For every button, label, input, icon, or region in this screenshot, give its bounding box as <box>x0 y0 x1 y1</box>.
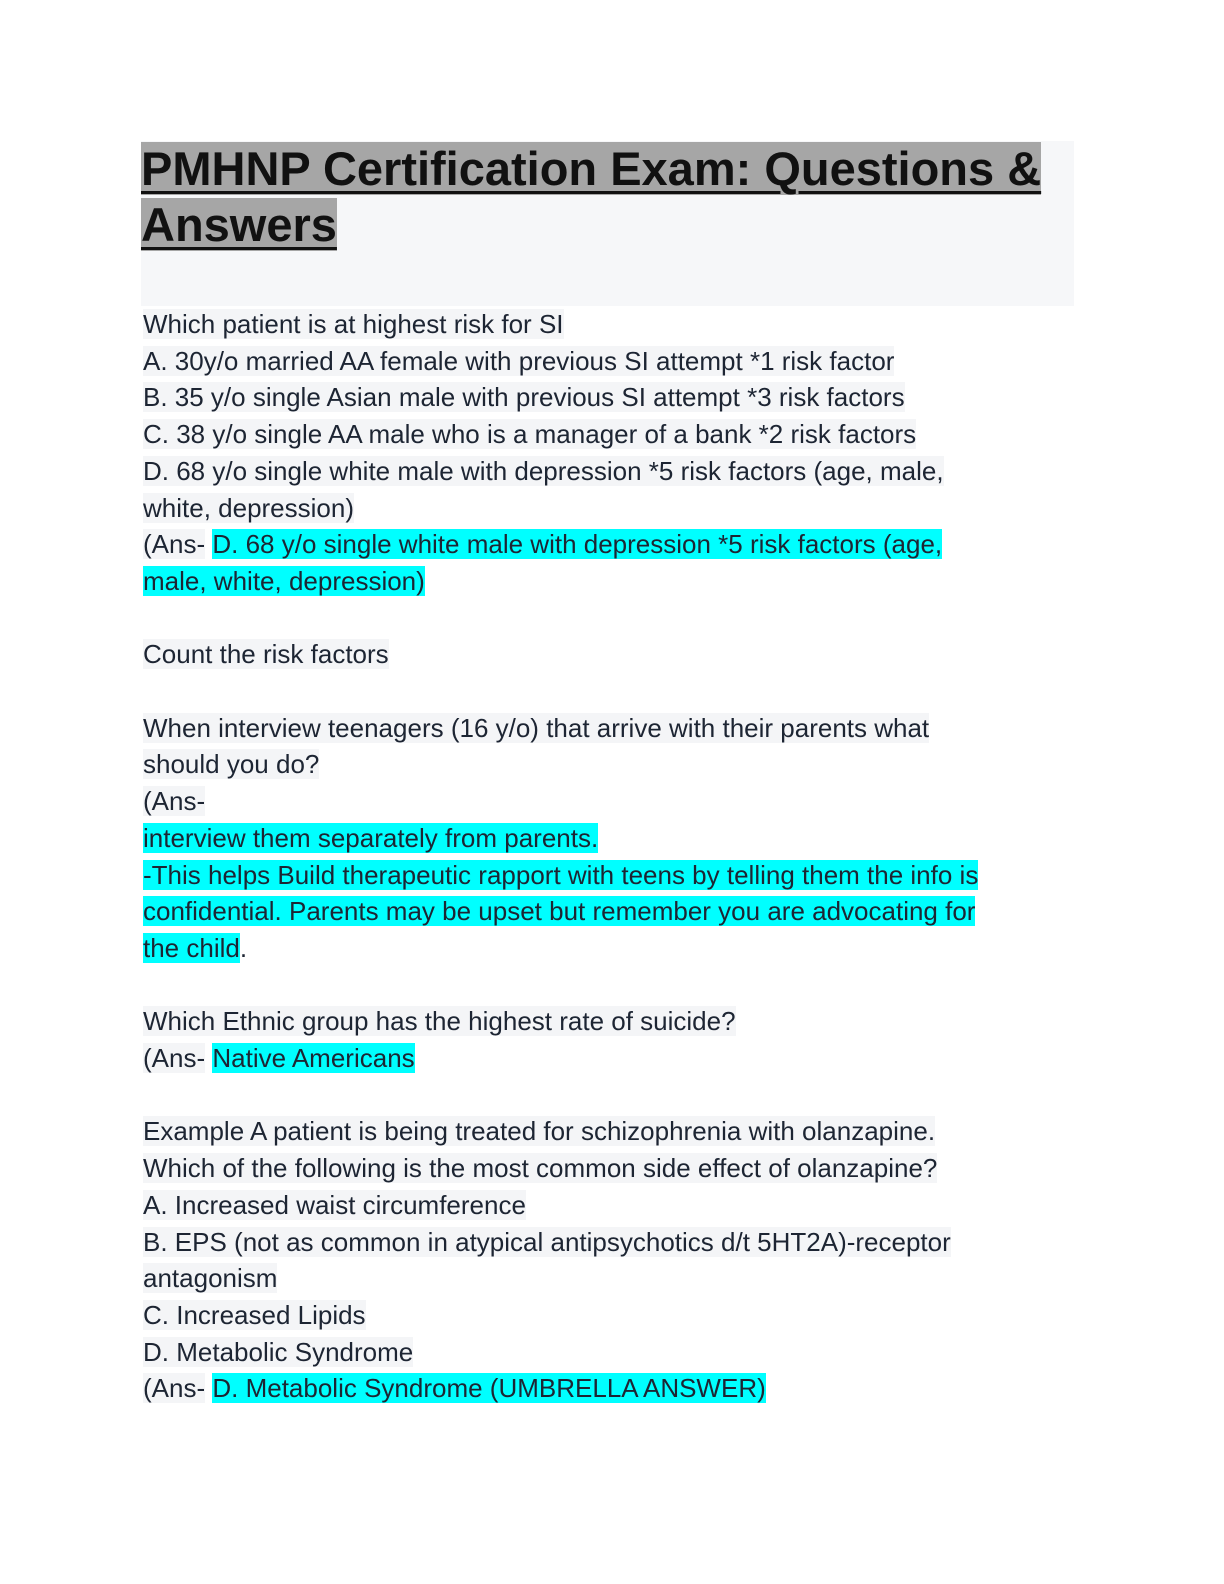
highlighted-answer: D. Metabolic Syndrome (UMBRELLA ANSWER) <box>212 1373 766 1404</box>
question-4-option-d: D. Metabolic Syndrome <box>143 1336 414 1367</box>
document-body <box>143 306 1043 1407</box>
title-line-1: PMHNP Certification Exam: Questions & <box>141 142 1042 195</box>
question-1-note: Count the risk factors <box>143 639 389 670</box>
question-2-answer-1 <box>143 820 1043 857</box>
answer-end: . <box>239 932 248 963</box>
question-4-answer <box>143 1370 1043 1407</box>
question-2: When interview teenagers (16 y/o) that arrive with their parents what <box>143 712 930 743</box>
question-1-answer-cont <box>143 563 1043 600</box>
highlighted-answer: confidential. Parents may be upset but remember you are advocating for <box>143 896 976 927</box>
answer-prefix: (Ans- <box>143 786 206 817</box>
question-4-option-c: C. Increased Lipids <box>143 1299 366 1330</box>
question-3-answer <box>143 1040 1043 1077</box>
question-1-option-b: B. 35 y/o single Asian male with previous SI attempt *3 risk factors <box>143 382 905 413</box>
answer-prefix: (Ans- <box>143 529 206 560</box>
question-1-option-c: C. 38 y/o single AA male who is a manager of a bank *2 risk factors <box>143 419 917 450</box>
question-2-cont: should you do? <box>143 749 320 780</box>
question-1-option-d-cont: white, depression) <box>143 492 354 523</box>
question-1-option-a: A. 30y/o married AA female with previous SI attempt *1 risk factor <box>143 345 895 376</box>
highlighted-answer: interview them separately from parents. <box>143 822 599 853</box>
question-2-answer-2 <box>143 857 1043 894</box>
answer-prefix: (Ans- <box>143 1043 206 1074</box>
question-4-option-a: A. Increased waist circumference <box>143 1189 526 1220</box>
question-4-option-b: B. EPS (not as common in atypical antipsychotics d/t 5HT2A)-receptor <box>143 1226 951 1257</box>
highlighted-answer: male, white, depression) <box>143 565 425 596</box>
question-1-option-d: D. 68 y/o single white male with depression *5 risk factors (age, male, <box>143 455 944 486</box>
title-line-2: Answers <box>141 198 337 251</box>
highlighted-answer: -This helps Build therapeutic rapport with teens by telling them the info is <box>143 859 979 890</box>
question-1: Which patient is at highest risk for SI <box>143 309 564 339</box>
question-4-cont: Which of the following is the most common side effect of olanzapine? <box>143 1153 938 1184</box>
question-2-answer-prefix <box>143 783 1043 820</box>
question-3: Which Ethnic group has the highest rate of suicide? <box>143 1006 736 1037</box>
answer-prefix: (Ans- <box>143 1373 206 1404</box>
highlighted-answer: the child <box>143 932 240 963</box>
question-1-answer <box>143 526 1043 563</box>
question-4: Example A patient is being treated for schizophrenia with olanzapine. <box>143 1116 936 1147</box>
highlighted-answer: D. 68 y/o single white male with depression *5 risk factors (age, <box>212 529 943 560</box>
highlighted-answer: Native Americans <box>212 1043 415 1074</box>
question-4-option-b-cont: antagonism <box>143 1263 278 1294</box>
title-block <box>141 141 1074 306</box>
question-2-answer-4 <box>143 930 1043 967</box>
question-2-answer-3 <box>143 893 1043 930</box>
page-title <box>141 141 1074 253</box>
